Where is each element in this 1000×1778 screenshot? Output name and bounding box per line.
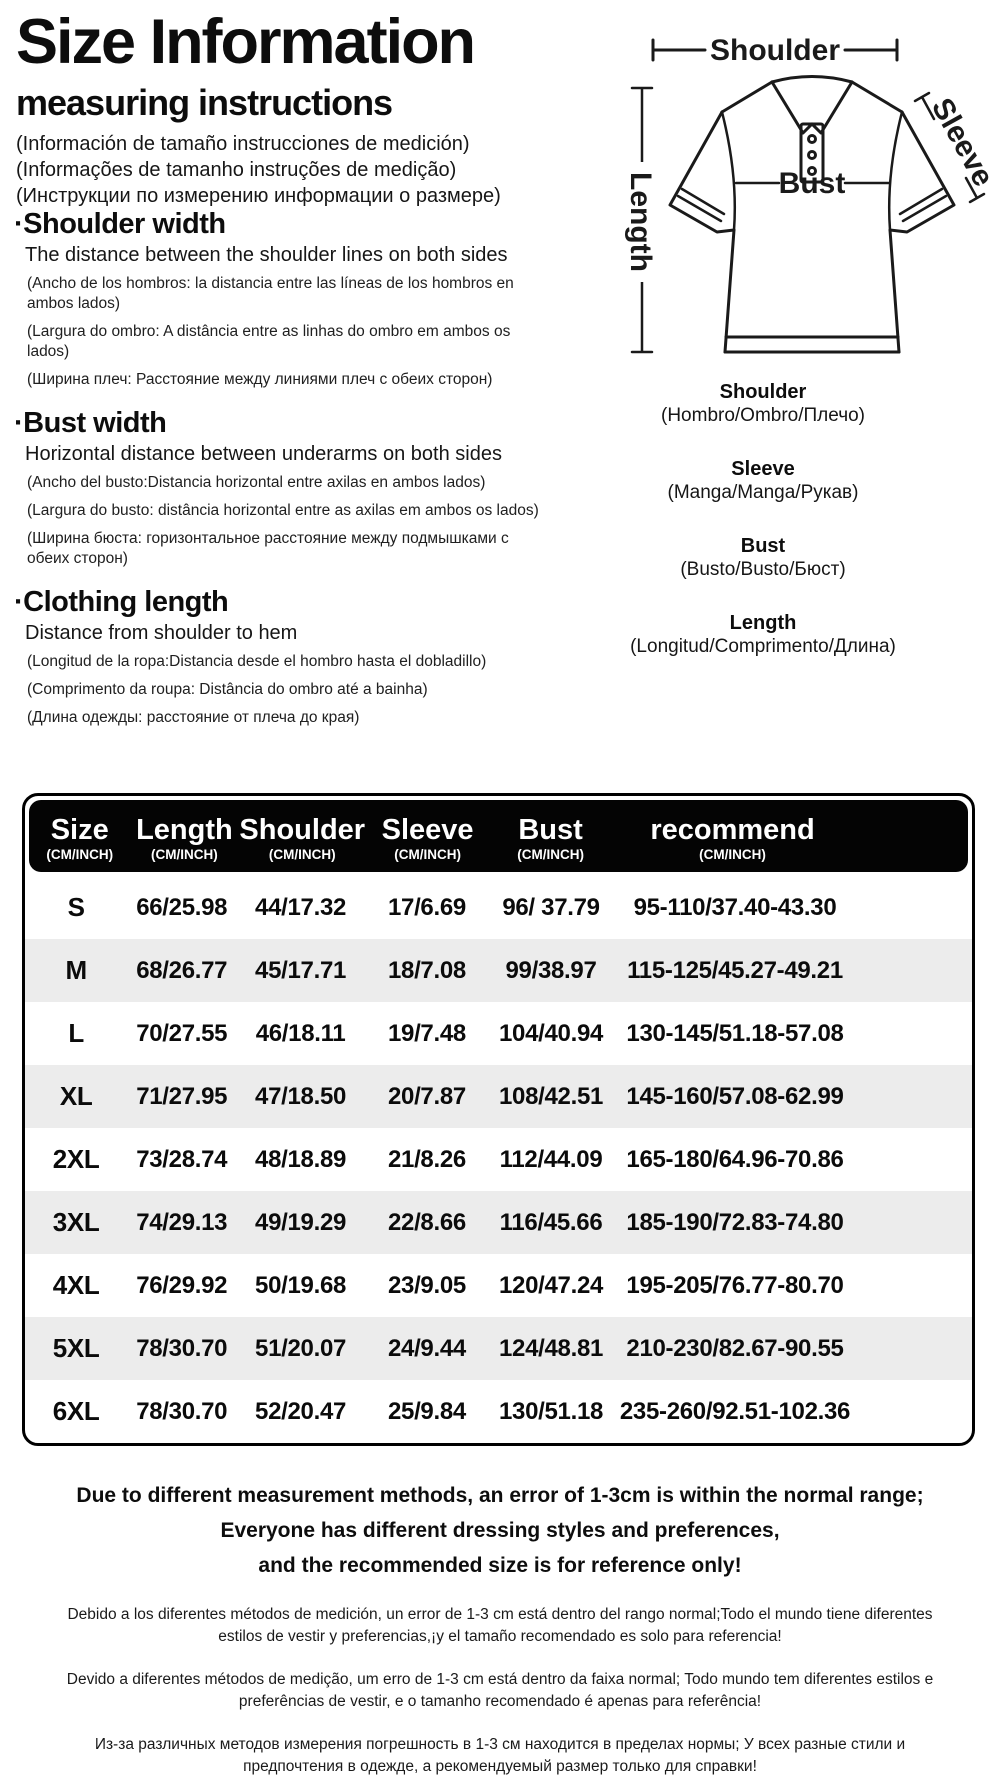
legend-entry-length xyxy=(573,612,953,658)
page-title: Size Information xyxy=(16,7,475,77)
diagram-length-label: Length xyxy=(624,172,657,272)
title-translations xyxy=(16,131,546,209)
section-note-pt: (Largura do ombro: A distância entre as linhas do ombro em ambos os lados) xyxy=(27,323,511,360)
diagram-bust-label: Bust xyxy=(778,167,846,200)
table-row-l: L 70/27.55 46/18.11 19/7.48 104/40.94 130-145/51.18-57.08 xyxy=(68,1018,844,1048)
page-subtitle: measuring instructions xyxy=(16,82,393,123)
table-row-3xl: 3XL 74/29.13 49/19.29 22/8.66 116/45.66 185-190/72.83-74.80 xyxy=(25,1191,972,1254)
table-row-6xl: 6XL 78/30.70 52/20.47 25/9.84 130/51.18 235-260/92.51-102.36 xyxy=(52,1396,851,1426)
legend-translation: (Manga/Manga/Рукав) xyxy=(667,482,859,503)
section-description: Horizontal distance between underarms on both sides xyxy=(25,443,502,465)
section-shoulder-width xyxy=(14,208,542,390)
disclaimer-portuguese: Devido a diferentes métodos de medição, um erro de 1-3 cm está dentro da faixa normal; Todo mundo tem diferentes estilos e preferências de vestir, e o tamanho recomendado é apenas para referência! xyxy=(66,1671,934,1710)
legend-name: Bust xyxy=(740,535,786,557)
disclaimer-russian: Из-за различных методов измерения погрешность в 1-3 см находится в пределах нормы; У всех разные стили и предпочтения в одежде, а рекомендуемый размер только для справки! xyxy=(94,1736,906,1775)
section-note-ru: (Ширина плеч: Расстояние между линиями плеч с обеих сторон) xyxy=(27,371,493,388)
section-note-es: (Ancho de los hombros: la distancia entre las líneas de los hombros en ambos lados) xyxy=(27,275,514,312)
table-row-4xl: 4XL 76/29.92 50/19.68 23/9.05 120/47.24 195-205/76.77-80.70 xyxy=(52,1270,844,1300)
table-row-2xl: 2XL 73/28.74 48/18.89 21/8.26 112/44.09 165-180/64.96-70.86 xyxy=(52,1144,844,1174)
column-header-length: Length (CM/INCH) xyxy=(136,814,233,862)
legend-name: Length xyxy=(729,612,797,634)
title-translation-es: (Información de tamaño instrucciones de medición) xyxy=(16,133,470,155)
legend-translation: (Hombro/Ombro/Плечо) xyxy=(661,405,865,426)
polo-right-cuff-stripes xyxy=(900,189,946,221)
size-table-body xyxy=(25,876,972,1443)
legend-name: Shoulder xyxy=(719,381,807,403)
title-block xyxy=(16,6,546,209)
diagram-column xyxy=(545,0,1000,689)
polo-collar xyxy=(772,77,852,83)
diagram-sleeve-label: Sleeve xyxy=(924,92,1000,192)
title-translation-pt: (Informações de tamanho instruções de medição) xyxy=(16,159,457,181)
legend-translation: (Busto/Busto/Бюст) xyxy=(680,559,846,580)
polo-body-sides xyxy=(725,230,899,352)
measuring-sections xyxy=(14,208,542,745)
diagram-shoulder-label: Shoulder xyxy=(709,34,841,67)
legend-entry-shoulder xyxy=(573,381,953,427)
section-note-pt: (Comprimento da roupa: Distância do ombro até a bainha) xyxy=(27,681,428,698)
column-header-sleeve: Sleeve (CM/INCH) xyxy=(381,814,474,862)
section-note-ru: (Длина одежды: расстояние от плеча до края) xyxy=(27,709,360,726)
table-row-m: M 68/26.77 45/17.71 18/7.08 99/38.97 115-125/45.27-49.21 xyxy=(25,939,972,1002)
size-table xyxy=(22,793,975,1446)
legend-translation: (Longitud/Comprimento/Длина) xyxy=(630,636,896,657)
bottom-notes xyxy=(0,1478,1000,1778)
polo-left-cuff-stripes xyxy=(678,189,724,221)
column-header-recommend: recommend (CM/INCH) xyxy=(650,814,815,862)
section-description: Distance from shoulder to hem xyxy=(25,622,298,644)
section-note-ru: (Ширина бюста: горизонтальное расстояние между подмышками с обеих сторон) xyxy=(27,530,509,567)
polo-button xyxy=(809,152,816,159)
legend-entry-bust xyxy=(573,535,953,581)
table-row-s: S 66/25.98 44/17.32 17/6.69 96/ 37.79 95-110/37.40-43.30 xyxy=(67,892,837,922)
section-note-es: (Longitud de la ropa:Distancia desde el hombro hasta el dobladillo) xyxy=(27,653,487,670)
section-bust-width xyxy=(14,407,542,569)
section-heading: ·Bust width xyxy=(14,407,167,439)
disclaimer-spanish: Debido a los diferentes métodos de medición, un error de 1-3 cm está dentro del rango normal;Todo el mundo tiene diferentes estilos de vestir y preferencias,¡y el tamaño recomendado es solo para referencia! xyxy=(67,1606,933,1645)
column-header-shoulder: Shoulder (CM/INCH) xyxy=(239,814,366,862)
size-table-header xyxy=(29,800,968,872)
table-row-5xl: 5XL 78/30.70 51/20.07 24/9.44 124/48.81 210-230/82.67-90.55 xyxy=(25,1317,972,1380)
section-note-es: (Ancho del busto:Distancia horizontal entre axilas en ambos lados) xyxy=(27,474,486,491)
section-note-pt: (Largura do busto: distância horizontal entre as axilas em ambos os lados) xyxy=(27,502,539,519)
column-header-size: Size (CM/INCH) xyxy=(46,814,114,862)
polo-shirt-diagram-icon xyxy=(545,0,1000,362)
legend-name: Sleeve xyxy=(731,458,795,480)
polo-shoulder-seams xyxy=(722,82,902,112)
section-heading: ·Clothing length xyxy=(14,586,229,618)
table-row-xl: XL 71/27.95 47/18.50 20/7.87 108/42.51 145-160/57.08-62.99 xyxy=(25,1065,972,1128)
polo-button xyxy=(809,136,816,143)
disclaimer-english: Due to different measurement methods, an error of 1-3cm is within the normal range; Everyone has different dressing styles and preferences, and the recommended size is for reference only! xyxy=(76,1484,924,1577)
column-header-bust: Bust (CM/INCH) xyxy=(517,814,584,862)
title-translation-ru: (Инструкции по измерению информации о размере) xyxy=(16,185,501,207)
section-description: The distance between the shoulder lines on both sides xyxy=(25,244,508,266)
section-clothing-length xyxy=(14,586,542,728)
legend-entry-sleeve xyxy=(573,458,953,504)
section-heading: ·Shoulder width xyxy=(14,208,226,240)
diagram-legend xyxy=(573,381,953,658)
